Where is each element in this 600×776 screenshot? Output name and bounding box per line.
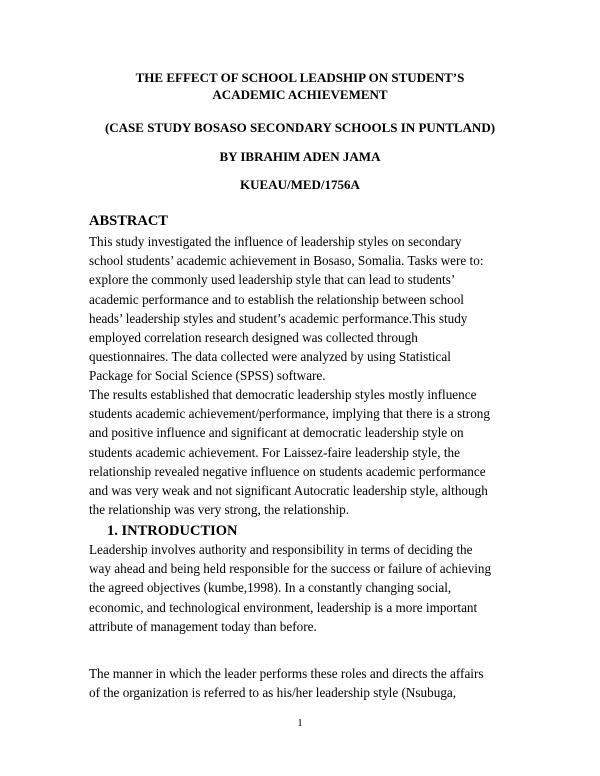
abstract-paragraph-1 xyxy=(89,232,529,386)
text-line: employed correlation research designed was collected through xyxy=(89,330,418,346)
abstract-paragraph-2 xyxy=(89,385,529,519)
introduction-paragraph-1 xyxy=(89,540,529,636)
registration-number: KUEAU/MED/1756A xyxy=(240,177,360,192)
text-line: and positive influence and significant at democratic leadership style on xyxy=(89,425,464,441)
text-line: The results established that democratic leadership styles mostly influence xyxy=(89,387,477,402)
title-line-1: THE EFFECT OF SCHOOL LEADSHIP ON STUDENT’S xyxy=(135,70,465,85)
text-line: This study investigated the influence of leadership styles on secondary xyxy=(89,234,462,249)
title-line-2: ACADEMIC ACHIEVEMENT xyxy=(212,87,388,102)
page-number: 1 xyxy=(297,717,303,729)
document-title xyxy=(60,69,540,103)
abstract-heading: ABSTRACT xyxy=(89,213,168,229)
text-line: The manner in which the leader performs these roles and directs the affairs xyxy=(89,666,484,681)
introduction-heading: 1. INTRODUCTION xyxy=(107,523,238,539)
text-line: relationship revealed negative influence on students academic performance xyxy=(89,463,486,479)
text-line: questionnaires. The data collected were analyzed by using Statistical xyxy=(89,349,451,365)
text-line: way ahead and being held responsible for the success or failure of achieving xyxy=(89,561,492,577)
text-line: Package for Social Science (SPSS) software. xyxy=(89,368,326,384)
author-line: BY IBRAHIM ADEN JAMA xyxy=(219,149,381,164)
text-line: the relationship was very strong, the relationship. xyxy=(89,502,350,518)
introduction-paragraph-2 xyxy=(89,664,529,702)
document-subtitle: (CASE STUDY BOSASO SECONDARY SCHOOLS IN PUNTLAND) xyxy=(104,120,496,135)
text-line: explore the commonly used leadership style that can lead to students’ xyxy=(89,272,456,288)
text-line: of the organization is referred to as his/her leadership style (Nsubuga, xyxy=(89,685,457,701)
text-line: school students’ academic achievement in Bosaso, Somalia. Tasks were to: xyxy=(89,253,484,269)
text-line: students academic achievement/performance, implying that there is a strong xyxy=(89,406,490,422)
text-line: students academic achievement. For Laissez-faire leadership style, the xyxy=(89,444,460,460)
text-line: attribute of management today than before. xyxy=(89,618,317,634)
text-line: the agreed objectives (kumbe,1998). In a constantly changing social, xyxy=(89,580,452,596)
text-line: heads’ leadership styles and student’s academic performance.This study xyxy=(89,310,468,326)
text-line: Leadership involves authority and responsibility in terms of deciding the xyxy=(89,542,473,557)
text-line: economic, and technological environment, leadership is a more important xyxy=(89,599,478,615)
text-line: academic performance and to establish the relationship between school xyxy=(89,291,464,307)
text-line: and was very weak and not significant Autocratic leadership style, although xyxy=(89,483,488,499)
